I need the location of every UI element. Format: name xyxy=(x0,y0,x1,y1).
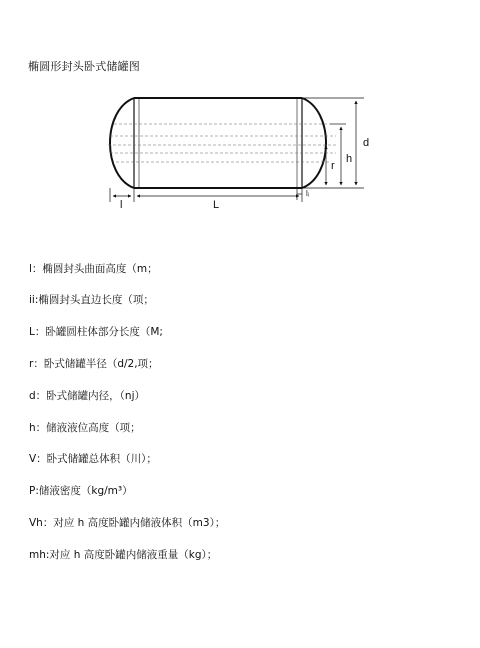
label-L: L xyxy=(213,199,220,211)
definition-item: l：椭圆封头曲面高度（m； xyxy=(29,263,158,275)
definition-item: r：卧式储罐半径（d/2,项； xyxy=(29,358,159,370)
dimension-L xyxy=(137,188,302,202)
horizontal-tank-diagram xyxy=(0,0,480,240)
label-r: r xyxy=(331,160,335,172)
label-d: d xyxy=(363,137,370,149)
liquid-level-lines xyxy=(108,124,338,162)
definition-item: V：卧式储罐总体积（川）； xyxy=(29,453,157,465)
definition-item: ii:椭圆封头直边长度（项； xyxy=(29,294,154,306)
tank-outline xyxy=(110,98,326,188)
dimension-li xyxy=(297,188,302,200)
dimension-h xyxy=(330,124,346,185)
dimension-d xyxy=(302,98,364,188)
page-title: 椭圆形封头卧式储罐图 xyxy=(28,60,140,73)
label-li: lᵢ xyxy=(306,189,310,198)
label-h: h xyxy=(346,153,353,165)
definition-item: d：卧式储罐内径，（nj） xyxy=(29,390,145,402)
definition-item: P:储液密度（kg/m³） xyxy=(29,485,133,497)
definition-item: mh:对应 h 高度卧罐内储液重量（kg）； xyxy=(29,549,218,561)
definition-item: Vh：对应 h 高度卧罐内储液体积（m3）； xyxy=(29,517,226,529)
label-l: l xyxy=(120,199,123,211)
definition-item: h：储液液位高度（项； xyxy=(29,422,141,434)
definition-item: L：卧罐圆柱体部分长度（M; xyxy=(29,326,163,338)
